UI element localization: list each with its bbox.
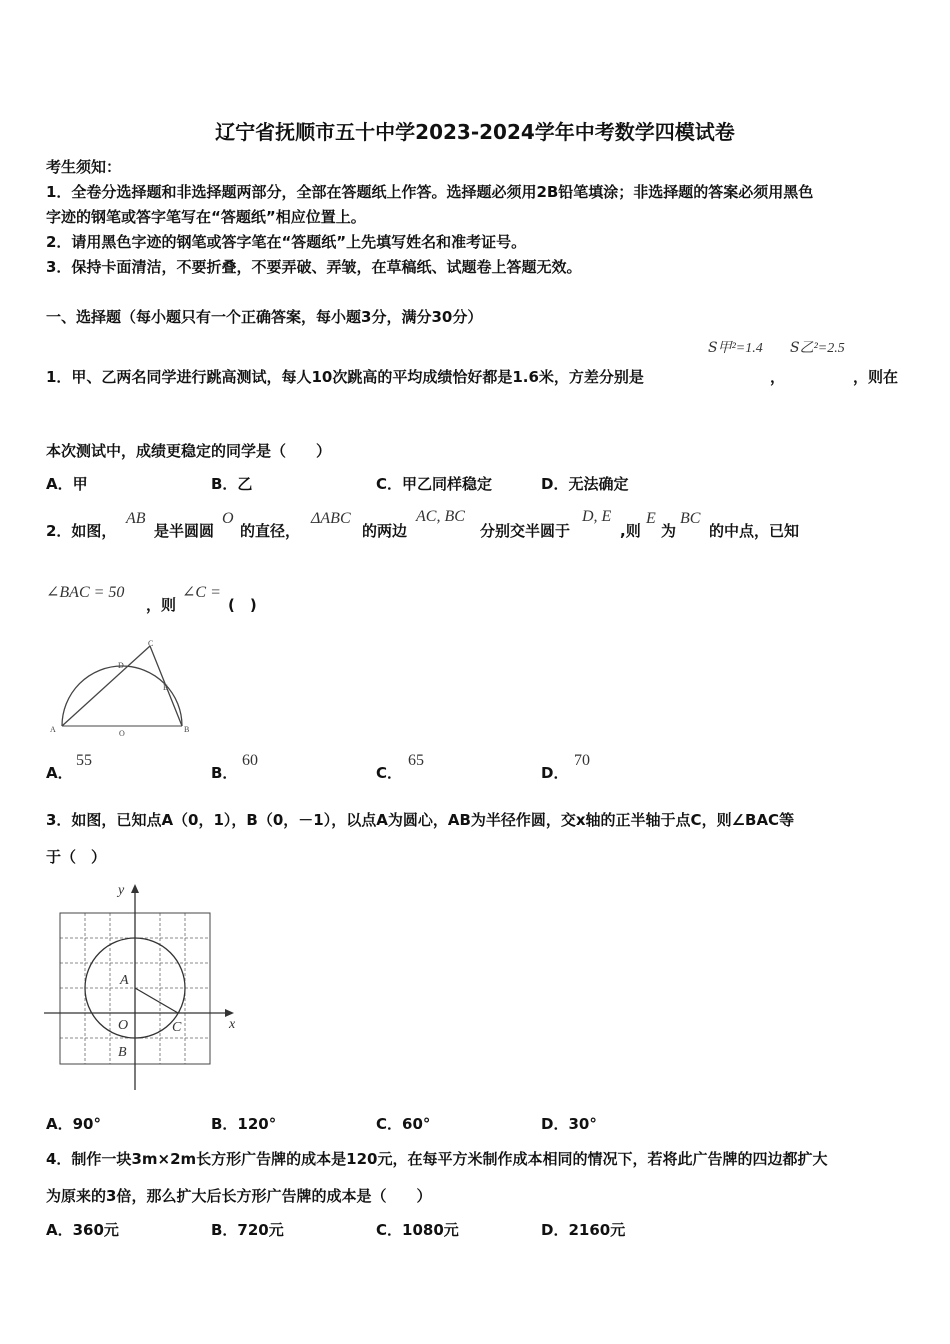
q4-stem-line-1: 4．制作一块3m×2m长方形广告牌的成本是120元，在每平方米制作成本相同的情况下，若将此广告牌的四边都扩大 (46, 1150, 828, 1168)
q3-stem-line-1: 3．如图，已知点A（0，1），B（0，－1），以点A为圆心，AB为半径作圆，交x轴的正半轴于点C，则∠BAC等 (46, 811, 795, 829)
q2-text-5: 分别交半圆于 (480, 522, 571, 540)
q2-math-d-e: D, E (582, 508, 612, 525)
q2-math-bc: BC (680, 510, 701, 527)
notice-heading: 考生须知： (46, 158, 122, 176)
q1-stem-line-2: 本次测试中，成绩更稳定的同学是（ ） (46, 442, 332, 460)
q2-math-o: O (222, 510, 234, 527)
q1-variance-b: 𝑆乙²=2.5 (790, 341, 845, 356)
fig-label-o: O (119, 729, 125, 738)
q2-math-angle-c: ∠C = (182, 584, 221, 601)
q2-text-10: ( ) (228, 596, 257, 614)
q2-text-2: 是半圆圆 (154, 522, 215, 540)
q1-option-b[interactable]: B．乙 (211, 475, 253, 493)
notice-item-1-line-2: 字迹的钢笔或答字笔写在“答题纸”相应位置上。 (46, 208, 366, 226)
q1-option-d[interactable]: D．无法确定 (541, 475, 629, 493)
q2-text-4: 的两边 (362, 522, 408, 540)
fig-label-b: B (184, 725, 190, 734)
q2-option-b-letter[interactable]: B． (211, 764, 238, 782)
semicircle-arc (62, 666, 182, 726)
q2-semicircle-figure (46, 638, 196, 742)
q4-option-a[interactable]: A．360元 (46, 1221, 119, 1239)
q4-stem-line-2: 为原来的3倍，那么扩大后长方形广告牌的成本是（ ） (46, 1187, 432, 1205)
label-b: B (118, 1045, 127, 1060)
q1-stem-tail: ，则在 (853, 368, 899, 386)
q2-prefix: 2．如图， (46, 522, 117, 540)
q2-text-8: 的中点，已知 (709, 522, 800, 540)
page-title: 辽宁省抚顺市五十中学2023-2024学年中考数学四模试卷 (215, 120, 735, 144)
q2-option-c-letter[interactable]: C． (376, 764, 403, 782)
fig-label-d: D (118, 661, 124, 670)
q2-math-ac-bc: AC, BC (416, 508, 465, 525)
segment-ac (135, 988, 178, 1013)
q3-option-b[interactable]: B．120° (211, 1115, 277, 1133)
q2-text-6: ,则 (620, 522, 641, 540)
q2-option-b-value[interactable]: 60 (242, 752, 258, 769)
label-a: A (120, 973, 129, 988)
label-y: y (118, 883, 125, 898)
q2-text-9: ，则 (146, 596, 177, 614)
q4-option-b[interactable]: B．720元 (211, 1221, 284, 1239)
label-x: x (229, 1017, 236, 1032)
q4-option-c[interactable]: C．1080元 (376, 1221, 459, 1239)
notice-item-3: 3．保持卡面清洁，不要折叠，不要弄破、弄皱，在草稿纸、试题卷上答题无效。 (46, 258, 582, 276)
q1-option-a[interactable]: A．甲 (46, 475, 88, 493)
q2-text-7: 为 (661, 522, 677, 540)
q2-text-3: 的直径， (240, 522, 301, 540)
q1-comma: ， (770, 368, 786, 386)
q4-option-d[interactable]: D．2160元 (541, 1221, 626, 1239)
q2-option-d-value[interactable]: 70 (574, 752, 590, 769)
q2-option-a-letter[interactable]: A． (46, 764, 73, 782)
q3-option-d[interactable]: D．30° (541, 1115, 597, 1133)
label-c: C (172, 1020, 182, 1035)
q2-math-angle-bac: ∠BAC = 50 (46, 584, 125, 601)
q2-math-ab: AB (126, 510, 146, 527)
x-axis-arrow (225, 1009, 234, 1017)
q2-option-c-value[interactable]: 65 (408, 752, 424, 769)
q2-math-e: E (646, 510, 656, 527)
q1-option-c[interactable]: C．甲乙同样稳定 (376, 475, 493, 493)
q2-option-d-letter[interactable]: D． (541, 764, 569, 782)
fig-label-e: E (163, 683, 168, 692)
notice-item-1-line-1: 1．全卷分选择题和非选择题两部分，全部在答题纸上作答。选择题必须用2B铅笔填涂；非选择题的答案必须用黑色 (46, 183, 814, 201)
q1-stem: 1．甲、乙两名同学进行跳高测试，每人10次跳高的平均成绩恰好都是1.6米，方差分别是 (46, 368, 644, 386)
label-o: O (118, 1018, 129, 1033)
y-axis-arrow (131, 884, 139, 893)
q3-option-c[interactable]: C．60° (376, 1115, 431, 1133)
q3-stem-line-2: 于（ ） (46, 848, 107, 866)
fig-label-a: A (50, 725, 56, 734)
q2-option-a-value[interactable]: 55 (76, 752, 92, 769)
fig-label-c: C (148, 639, 154, 648)
notice-item-2: 2．请用黑色字迹的钢笔或答字笔在“答题纸”上先填写姓名和准考证号。 (46, 233, 527, 251)
side-ac (62, 646, 150, 726)
q3-option-a[interactable]: A．90° (46, 1115, 101, 1133)
q1-variance-a: 𝑆甲²=1.4 (708, 341, 763, 356)
section-heading: 一、选择题（每小题只有一个正确答案，每小题3分，满分30分） (46, 308, 483, 326)
q2-math-triangle: ΔABC (311, 510, 351, 527)
q3-coordinate-figure (44, 880, 240, 1092)
